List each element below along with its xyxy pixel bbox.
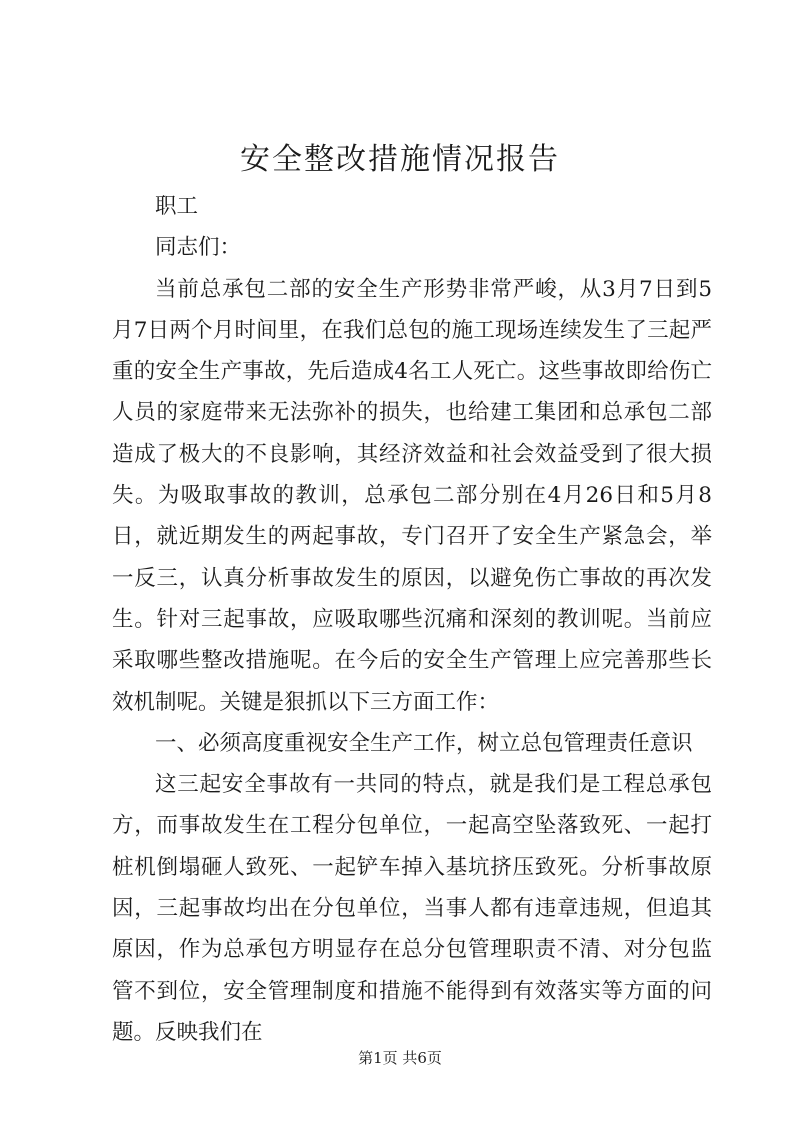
- page-footer: 第1页 共6页: [358, 1049, 442, 1067]
- section-heading-1: 一、必须高度重视安全生产工作，树立总包管理责任意识: [155, 730, 693, 756]
- paragraph-analysis: 这三起安全事故有一共同的特点，就是我们是工程总承包方，而事故发生在工程分包单位，一起高空坠落致死、一起打桩机倒塌砸人致死、一起铲车掉入基坑挤压致死。分析事故原因，三起事故均出在分包单位，当事人都有违章违规，但追其原因，作为总承包方明显存在总分包管理职责不清、对分包监管不到位，安全管理制度和措施不能得到有效落实等方面的问题。反映我们在: [112, 772, 712, 1045]
- paragraph-recipient: 职工: [155, 194, 199, 219]
- paragraph-situation: 当前总承包二部的安全生产形势非常严峻，从3月7日到5月7日两个月时间里，在我们总包的施工现场连续发生了三起严重的安全生产事故，先后造成4名工人死亡。这些事故即给伤亡人员的家庭带来无法弥补的损失，也给建工集团和总承包二部造成了极大的不良影响，其经济效益和社会效益受到了很大损失。为吸取事故的教训，总承包二部分别在4月26日和5月8日，就近期发生的两起事故，专门召开了安全生产紧急会，举一反三，认真分析事故发生的原因，以避免伤亡事故的再次发生。针对三起事故，应吸取哪些沉痛和深刻的教训呢。当前应采取哪些整改措施呢。在今后的安全生产管理上应完善那些长效机制呢。关键是狠抓以下三方面工作：: [112, 276, 712, 715]
- document-body: [112, 186, 712, 1053]
- paragraph-salutation: 同志们：: [155, 235, 242, 261]
- document-title: 安全整改措施情况报告: [240, 142, 560, 177]
